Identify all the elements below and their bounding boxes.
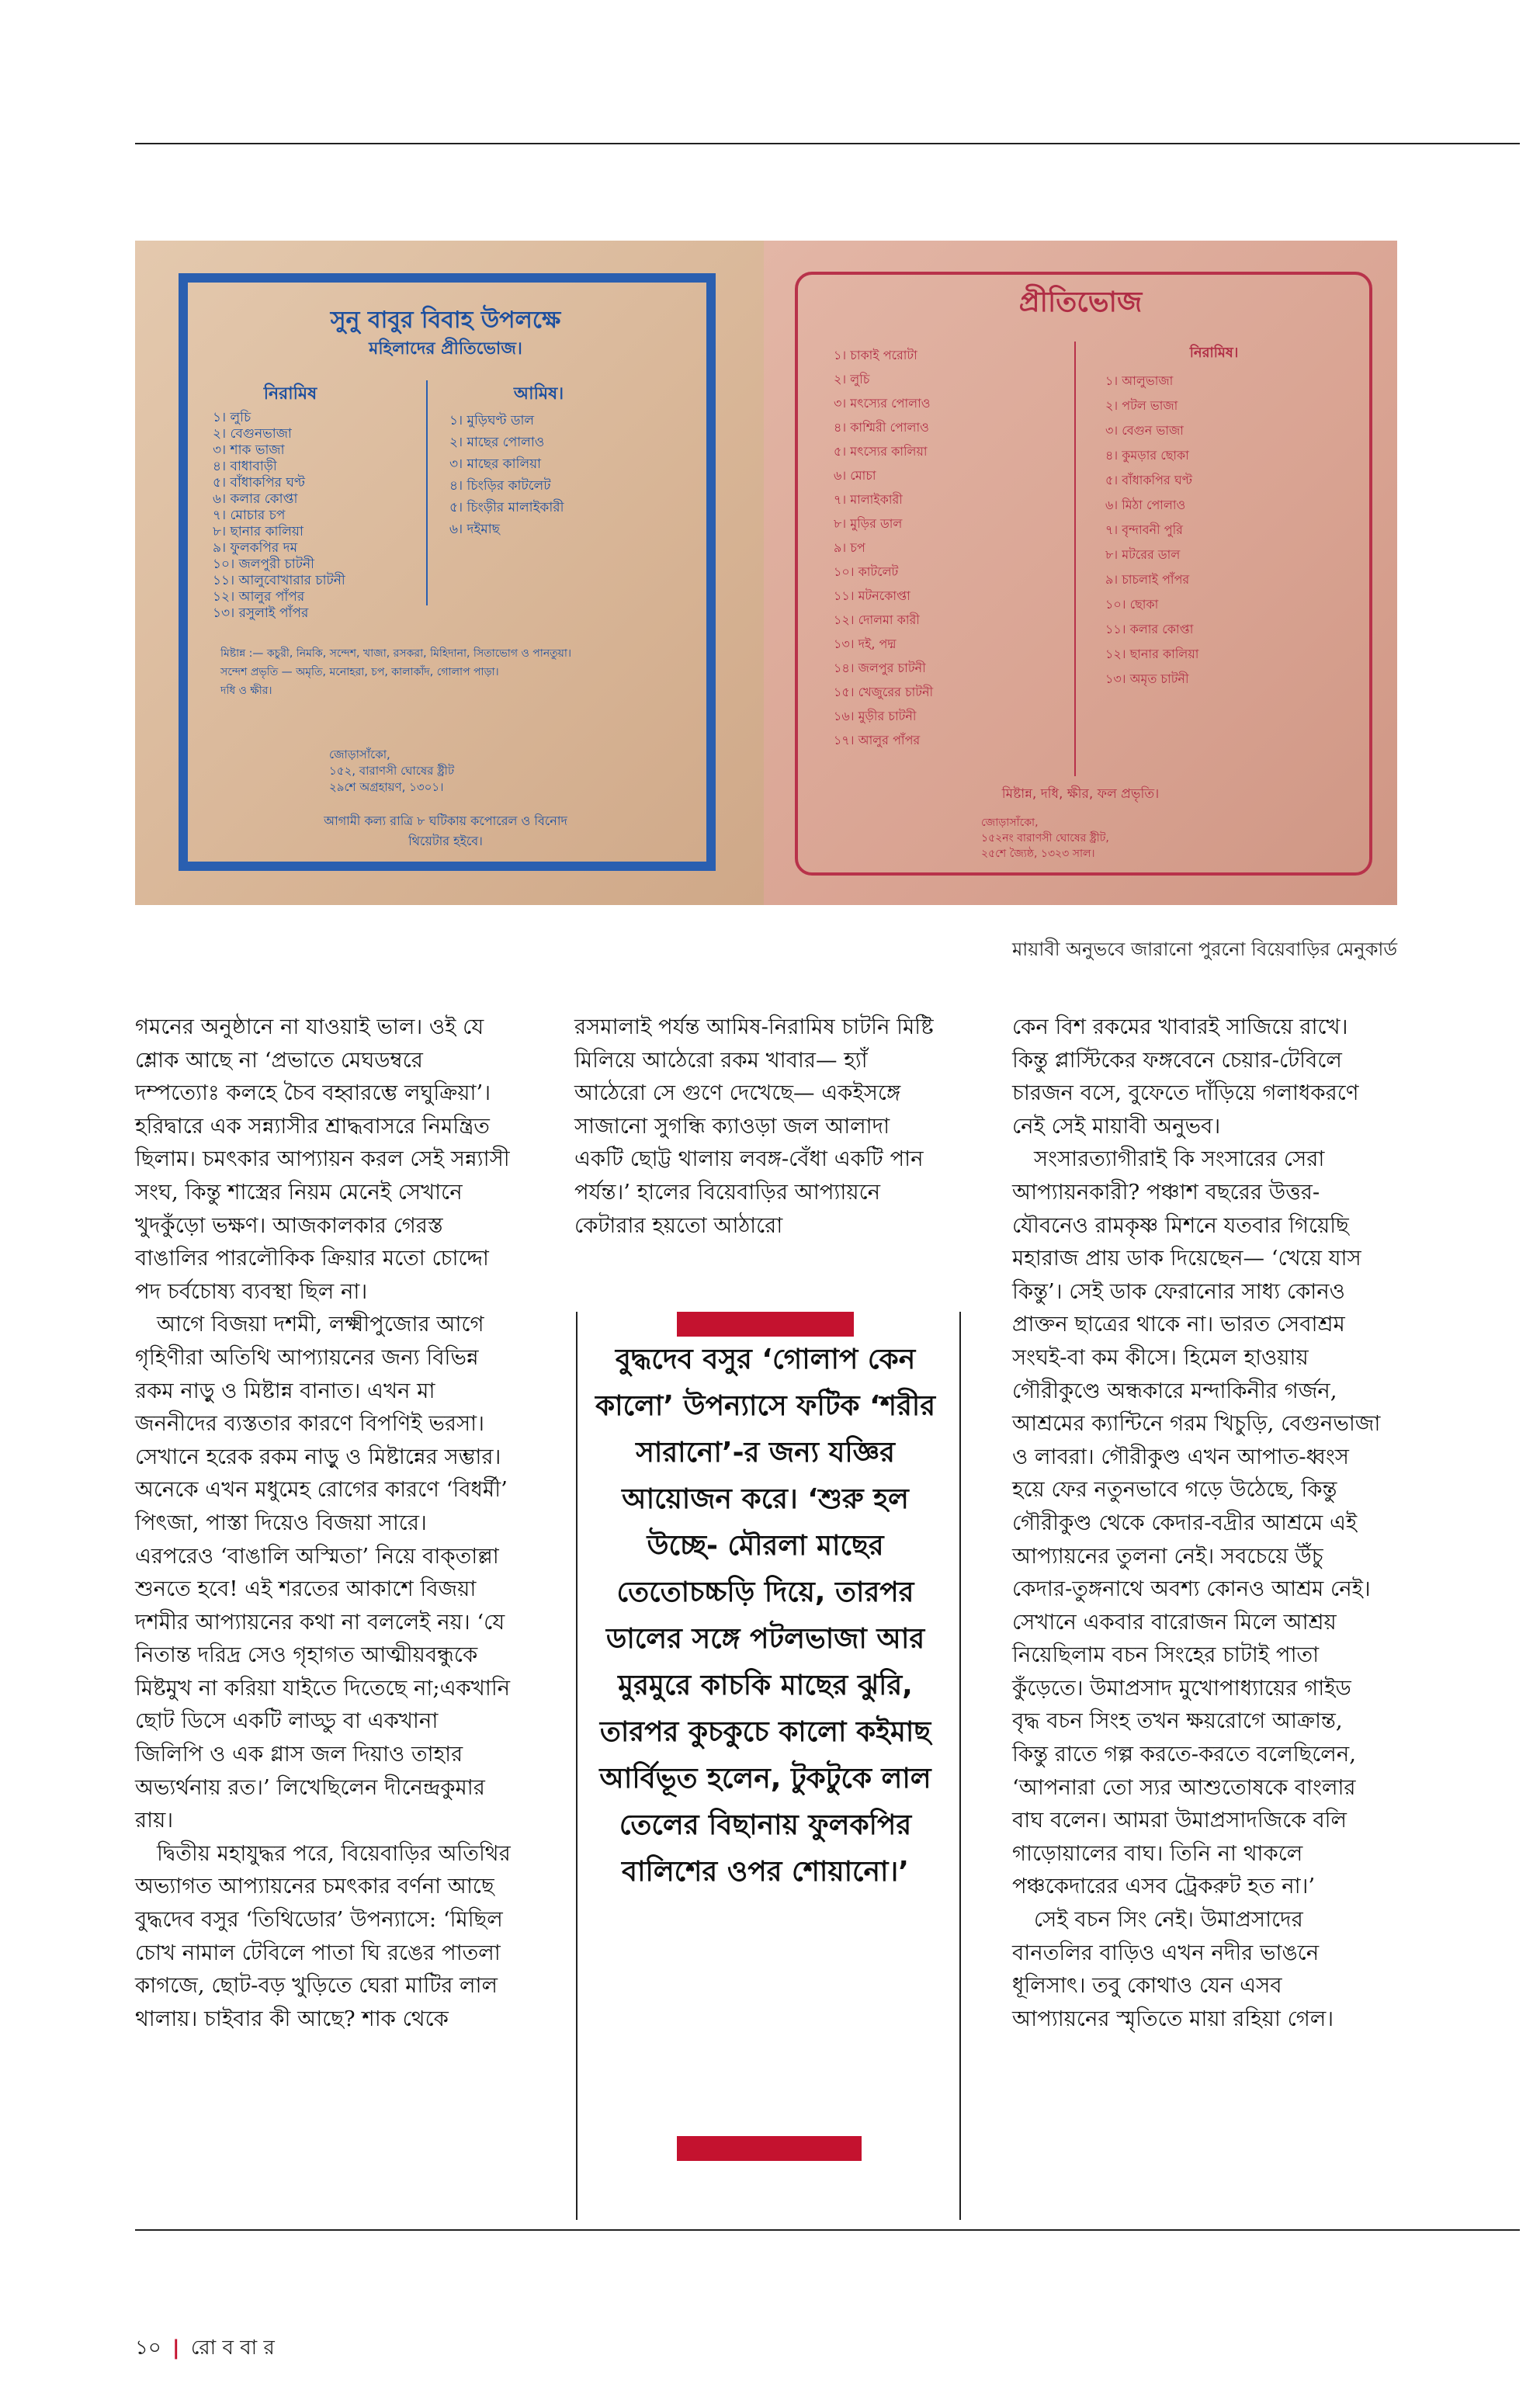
folio-separator: | [172, 2336, 180, 2360]
right-card-footer: মিষ্টান্ন, দধি, ক্ষীর, ফল প্রভৃতি। [1001, 786, 1160, 802]
right-menu-card [764, 241, 1397, 905]
page-folio [135, 2332, 275, 2366]
top-rule [135, 143, 1520, 144]
right-card-address: জোড়াসাঁকো, ১৫২নং বারাণসী ঘোষের ষ্ট্রীট, ২৫শে জ্যৈষ্ঠ, ১৩২৩ সাল। [981, 817, 1109, 860]
paragraph: গমনের অনুষ্ঠানে না যাওয়াই ভাল। ওই যে শ্লোক আছে না ‘প্রভাতে মেঘডম্বরে দম্পত্যোঃ কলহে চৈব বহ্বারম্ভে লঘুক্রিয়া’। হরিদ্বারে এক সন্ন্যাসীর শ্রাদ্ধবাসরে নিমন্ত্রিত ছিলাম। চমৎকার আপ্যায়ন করল সেই সন্ন্যাসী সংঘ, কিন্তু শাস্ত্রের নিয়ম মেনেই সেখানে খুদকুঁড়ো ভক্ষণ। আজকালকার গেরস্ত বাঙালির পারলৌকিক ক্রিয়ার মতো চোদ্দো পদ চর্বচোষ্য ব্যবস্থা ছিল না। [135, 1014, 510, 1304]
left-menu-card [135, 241, 764, 905]
left-card-title: সুনু বাবুর বিবাহ উপলক্ষে [330, 307, 561, 334]
paragraph: দ্বিতীয় মহাযুদ্ধর পরে, বিয়েবাড়ির অতিথির অভ্যাগত আপ্যায়নের চমৎকার বর্ণনা আছে বুদ্ধদেব বসুর ‘তিথিডোর’ উপন্যাসে: ‘মিছিল চোখ নামাল টেবিলে পাতা ঘি রঙের পাতলা কাগজে, ছোট-বড় খুড়িতে ঘেরা মাটির লাল থালায়। চাইবার কী আছে? শাক থেকে [135, 1840, 511, 2031]
right-card-divider [1074, 342, 1076, 776]
pull-quote: বুদ্ধদেব বসুর ‘গোলাপ কেন কালো’ উপন্যাসে ফটিক ‘শরীর সারানো’-র জন্য যজ্ঞির আয়োজন করে। ‘শুরু হল উচ্ছে- মৌরলা মাছের তেতোচচ্চড়ি দিয়ে, তারপর ডালের সঙ্গে পটলভাজা আর মুরমুরে কাচকি মাছের ঝুরি, তারপর কুচকুচে কালো কইমাছ আর্বিভূত হলেন, টুকটুকে লাল তেলের বিছানায় ফুলকপির বালিশের ওপর শোয়ানো।’ [595, 1344, 935, 1888]
column-divider [959, 1312, 961, 2220]
paragraph: আগে বিজয়া দশমী, লক্ষ্মীপুজোর আগে গৃহিণীরা অতিথি আপ্যায়নের জন্য বিভিন্ন রকম নাড়ু ও মিষ্টান্ন বানাত। এখন মা জননীদের ব্যস্ততার কারণে বিপণিই ভরসা। সেখানে হরেক রকম নাড়ু ও মিষ্টান্নের সম্ভার। অনেকে এখন মধুমেহ রোগের কারণে ‘বিধর্মী’ পিৎজা, পাস্তা দিয়েও বিজয়া সারে। এরপরেও ‘বাঙালি অস্মিতা’ নিয়ে বাক্‌তাল্লা শুনতে হবে! এই শরতের আকাশে বিজয়া দশমীর আপ্যায়নের কথা না বললেই নয়। ‘যে নিতান্ত দরিদ্র সেও গৃহাগত আত্মীয়বন্ধুকে মিষ্টমুখ না করিয়া যাইতে দিতেছে না;একখানি ছোট ডিসে একটি লাড্ডু বা একখানা জিলিপি ও এক গ্লাস জল দিয়াও তাহার অভ্যর্থনায় রত।’ লিখেছিলেন দীনেন্দ্রকুমার রায়। [135, 1312, 511, 1833]
left-card-sweets: মিষ্টান্ন :— কচুরী, নিমকি, সন্দেশ, খাজা, রসকরা, মিহিদানা, সিতাভোগ ও পানতুয়া। সন্দেশ প্রভৃতি — অমৃতি, মনোহরা, চপ, কালাকাঁদ, গোলাপ পাড়া। দধি ও ক্ষীর। [220, 647, 571, 697]
left-card-address: জোড়াসাঁকো, ১৫২, বারাণসী ঘোষের ষ্ট্রীট ২৯শে অগ্রহায়ণ, ১৩০১। [329, 747, 455, 794]
left-card-veg-heading: নিরামিষ [263, 384, 317, 404]
pull-quote-top-bar [677, 1312, 854, 1337]
right-card-left-list: ১। চাকাই পরোটা ২। লুচি ৩। মৎস্যের পোলাও ৪। কাশ্মিরী পোলাও ৫। মৎস্যের কালিয়া ৬। মোচা ৭। মালাইকারী ৮। মুড়ির ডাল ৯। চপ ১০। কাটলেট ১১। মটনকোপ্তা ১২। দোলমা কারী ১৩। দই, পদ্ম ১৪। জলপুর চাটনী ১৫। খেজুরের চাটনী ১৬। মুড়ীর চাটনী ১৭। আলুর পাঁপর [834, 348, 934, 747]
left-card-nonveg-list: ১। মুড়িঘণ্ট ডাল ২। মাছের পোলাও ৩। মাছের কালিয়া ৪। চিংড়ির কাটলেট ৫। চিংড়ীর মালাইকারী ৬। দইমাছ [449, 413, 564, 537]
left-card-divider [426, 380, 428, 605]
photo-caption: মায়াবী অনুভবে জারানো পুরনো বিয়েবাড়ির মেনুকার্ড [1011, 938, 1397, 960]
paragraph: কেন বিশ রকমের খাবারই সাজিয়ে রাখে। কিন্তু প্লাস্টিকের ফঙ্গবেনে চেয়ার-টেবিলে চারজন বসে, বুফেতে দাঁড়িয়ে গলাধকরণে নেই সেই মায়াবী অনুভব। [1012, 1014, 1359, 1139]
paragraph: সেই বচন সিং নেই। উমাপ্রসাদের বানতলির বাড়িও এখন নদীর ভাঙনে ধূলিসাৎ। তবু কোথাও যেন এসব আপ্যায়নের স্মৃতিতে মায়া রহিয়া গেল। [1012, 1907, 1334, 2031]
page-number: ১০ [135, 2336, 161, 2360]
menu-cards-photo [135, 241, 1397, 905]
pull-quote-bottom-bar [677, 2136, 862, 2161]
left-card-subtitle: মহিলাদের প্রীতিভোজ। [369, 339, 522, 359]
bottom-rule [135, 2229, 1520, 2231]
right-card-title: প্রীতিভোজ [1018, 286, 1143, 318]
left-card-veg-list: ১। লুচি ২। বেগুনভাজা ৩। শাক ভাজা ৪। বাধাবাড়ী ৫। বাঁধাকপির ঘণ্ট ৬। কলার কোপ্তা ৭। মোচার চপ ৮। ছানার কালিয়া ৯। ফুলকপির দম ১০। জলপুরী চাটনী ১১। আলুবোখারার চাটনী ১২। আলুর পাঁপর ১৩। রসুলাই পাঁপর [213, 410, 345, 621]
left-card-footer: আগামী কল্য রাত্রি ৮ ঘটিকায় কপোরেল ও বিনোদ থিয়েটার হইবে। [324, 813, 567, 848]
body-column-2 [574, 1011, 943, 1242]
body-column-1 [135, 1011, 512, 2035]
left-card-nonveg-heading: আমিষ। [513, 384, 564, 404]
right-card-veg-heading: নিরামিষ। [1189, 345, 1239, 361]
right-card-right-list: ১। আলুভাজা ২। পটল ভাজা ৩। বেগুন ভাজা ৪। কুমড়ার ছোকা ৫। বাঁধাকপির ঘণ্ট ৬। মিঠা পোলাও ৭। বৃন্দাবনী পুরি ৮। মটরের ডাল ৯। চাচলাই পাঁপর ১০। ছোকা ১১। কলার কোপ্তা ১২। ছানার কালিয়া ১৩। অমৃত চাটনী [1105, 373, 1199, 686]
section-name: রো ব বা র [190, 2336, 275, 2360]
column-divider [576, 1312, 578, 2220]
paragraph: রসমালাই পর্যন্ত আমিষ-নিরামিষ চাটনি মিষ্টি মিলিয়ে আঠেরো রকম খাবার— হ্যাঁ আঠেরো সে গুণে দেখেছে— একইসঙ্গে সাজানো সুগন্ধি ক্যাওড়া জল আলাদা একটি ছোট্ট থালায় লবঙ্গ-বেঁধা একটি পান পর্যন্ত।’ হালের বিয়েবাড়ির আপ্যায়নে কেটারার হয়তো আঠারো [574, 1014, 934, 1238]
paragraph: সংসারত্যাগীরাই কি সংসারের সেরা আপ্যায়নকারী? পঞ্চাশ বছরের উত্তর-যৌবনেও রামকৃষ্ণ মিশনে যতবার গিয়েছি মহারাজ প্রায় ডাক দিয়েছেন— ‘খেয়ে যাস কিন্তু’। সেই ডাক ফেরানোর সাধ্য কোনও প্রাক্তন ছাত্রের থাকে না। ভারত সেবাশ্রম সংঘই-বা কম কীসে। হিমেল হাওয়ায় গৌরীকুণ্ডে অন্ধকারে মন্দাকিনীর গর্জন, আশ্রমের ক্যান্টিনে গরম খিচুড়ি, বেগুনভাজা ও লাবরা। গৌরীকুণ্ড এখন আপাত-ধ্বংস হয়ে ফের নতুনভাবে গড়ে উঠেছে, কিন্তু গৌরীকুণ্ড থেকে কেদার-বদ্রীর আশ্রমে এই আপ্যায়নের তুলনা নেই। সবচেয়ে উঁচু কেদার-তুঙ্গনাথে অবশ্য কোনও আশ্রম নেই। সেখানে একবার বারোজন মিলে আশ্রয় নিয়েছিলাম বচন সিংহের চাটাই পাতা কুঁড়েতে। উমাপ্রসাদ মুখোপাধ্যায়ের গাইড বৃদ্ধ বচন সিংহ তখন ক্ষয়রোগে আক্রান্ত, কিন্তু রাতে গল্প করতে-করতে বলেছিলেন, ‘আপনারা তো স্যর আশুতোষকে বাংলার বাঘ বলেন। আমরা উমাপ্রসাদজিকে বলি গাড়োয়ালের বাঘ। তিনি না থাকলে পঞ্চকেদারের এসব ট্রেকরুট হত না।’ [1012, 1146, 1381, 1899]
body-column-3 [1012, 1011, 1385, 2035]
